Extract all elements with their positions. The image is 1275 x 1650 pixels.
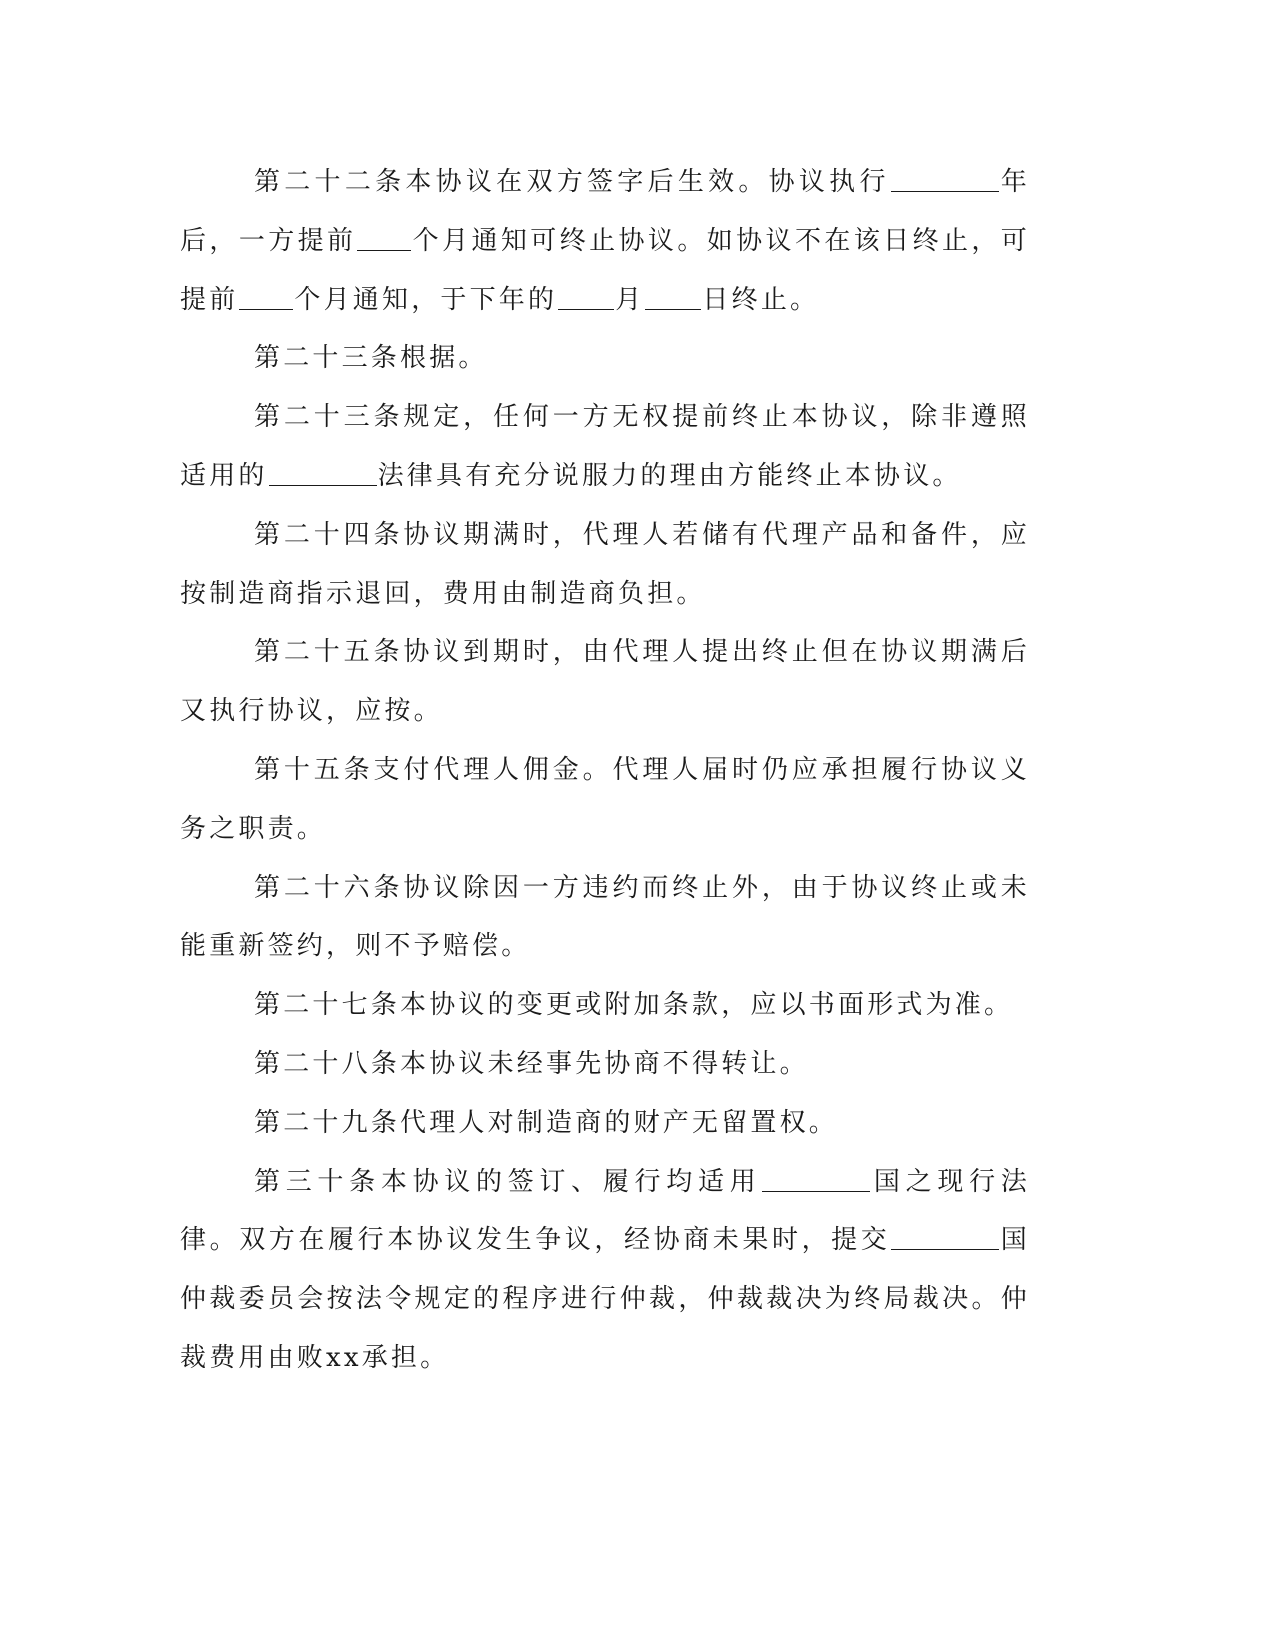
article-25: 第二十五条协议到期时，由代理人提出终止但在协议期满后又执行协议，应按。	[180, 637, 1030, 727]
blank-line	[239, 279, 293, 310]
article-26: 第二十六条协议除因一方违约而终止外，由于协议终止或未能重新签约，则不予赔偿。	[180, 872, 1030, 962]
blank-line	[645, 279, 701, 310]
blank-line	[558, 279, 614, 310]
article-22-text-5: 月	[615, 284, 645, 315]
article-22-text-1: 第二十二条本协议在双方签字后生效。协议执行	[254, 167, 890, 197]
article-30-text-3: 国仲裁委员会按法令规定的程序进行仲裁，仲裁裁决为终局裁决。仲裁费用由败xx承担。	[180, 1225, 1030, 1373]
article-23-a: 第二十三条根据。	[254, 343, 488, 374]
article-23-b-text-1: 第二十三条规定，任何一方无权提前终止本协议，除非遵照适用的	[180, 402, 1030, 491]
blank-line	[891, 161, 999, 192]
article-22-text-2: 年后，一方提前	[180, 167, 1031, 256]
article-28: 第二十八条本协议未经事先协商不得转让。	[254, 1048, 809, 1079]
article-30	[180, 1153, 1030, 1388]
article-24: 第二十四条协议期满时，代理人若储有代理产品和备件，应按制造商指示退回，费用由制造商负担。	[180, 519, 1030, 609]
document-body	[180, 153, 1030, 1388]
article-22	[180, 153, 1030, 329]
article-30-text-1: 第三十条本协议的签订、履行均适用	[254, 1166, 762, 1197]
blank-line	[891, 1219, 999, 1250]
article-23-b	[180, 388, 1030, 506]
blank-line	[357, 220, 411, 251]
blank-line	[762, 1161, 870, 1192]
article-29: 第二十九条代理人对制造商的财产无留置权。	[254, 1107, 839, 1138]
article-15: 第十五条支付代理人佣金。代理人届时仍应承担履行协议义务之职责。	[180, 754, 1030, 844]
article-30-text-2: 国之现行法律。双方在履行本协议发生争议，经协商未果时，提交	[180, 1166, 1030, 1256]
article-23-b-text-2: 法律具有充分说服力的理由方能终止本协议。	[377, 460, 962, 491]
article-22-text-6: 日终止。	[702, 284, 820, 315]
blank-line	[269, 455, 377, 486]
article-22-text-4: 个月通知，于下年的	[294, 284, 558, 315]
article-27: 第二十七条本协议的变更或附加条款，应以书面形式为准。	[254, 990, 1014, 1021]
article-22-text-3: 个月通知可终止协议。如协议不在该日终止，可提前	[180, 225, 1031, 315]
